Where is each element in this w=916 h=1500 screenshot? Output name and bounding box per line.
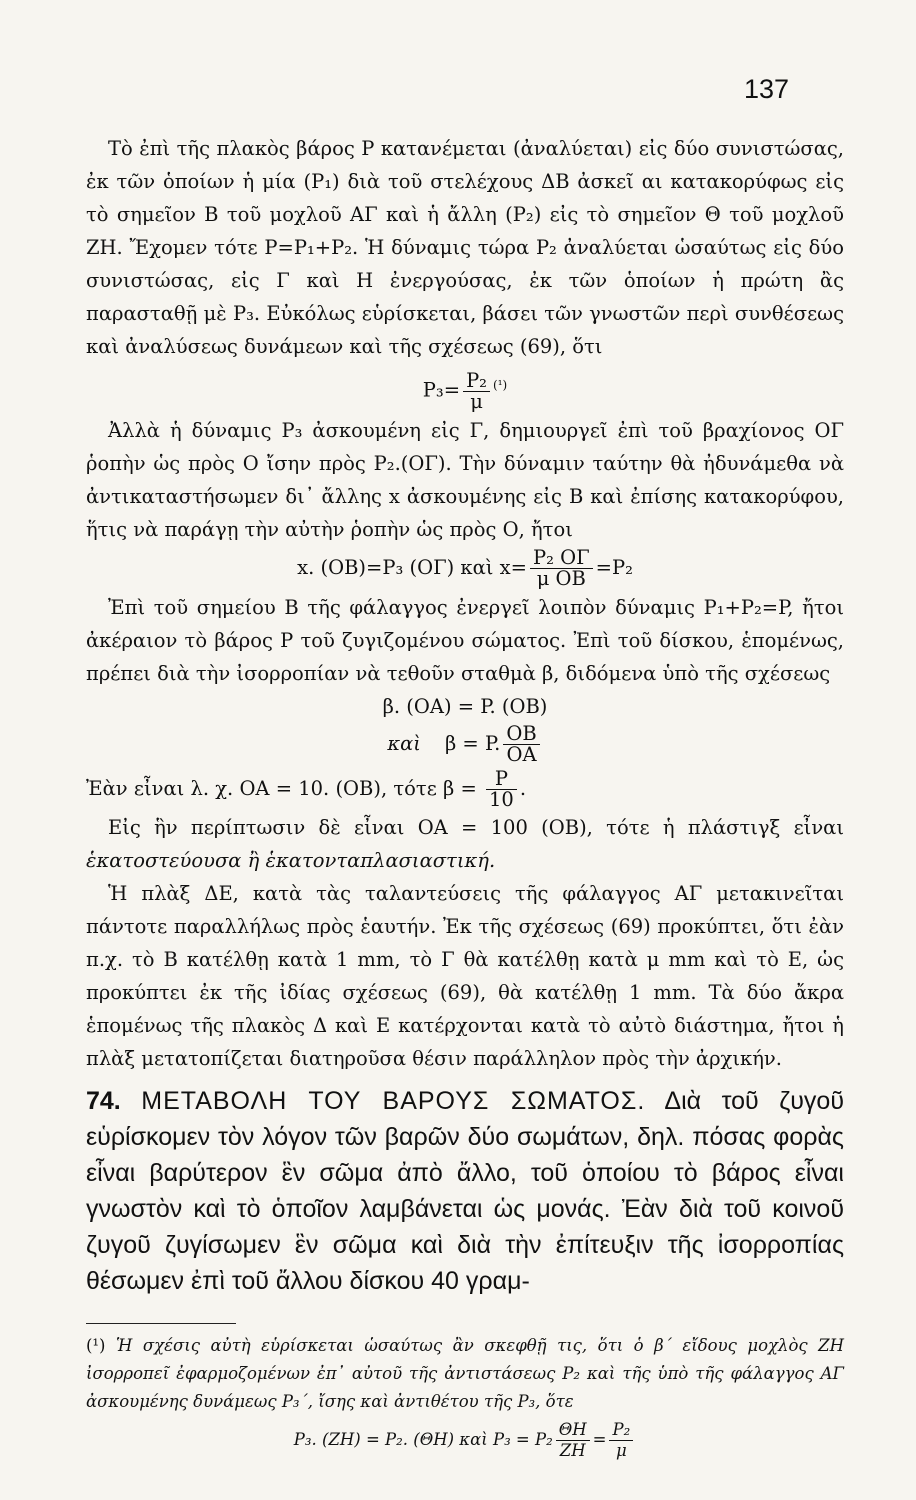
fraction-numerator: P₂ ΟΓ — [530, 548, 593, 569]
formula-p3 — [86, 365, 844, 412]
formula-p3-fraction — [463, 368, 490, 413]
formula-p3-lhs: P₃= — [422, 378, 461, 402]
paragraph-5-text: Εἰς ἣν περίπτωσιν δὲ εἶναι ΟΑ = 100 (ΟΒ), τότε ἡ πλάστιγξ εἶναι — [108, 815, 844, 839]
formula-beta — [86, 721, 844, 766]
fraction-numerator: P₂ — [463, 371, 490, 392]
section-number: 74. — [86, 1086, 121, 1115]
fraction-denominator: μ — [470, 389, 483, 413]
paragraph-4-fraction — [486, 766, 517, 811]
paragraph-5-italic: ἑκατοστεύουσα ἢ ἑκατονταπλασιαστική. — [86, 848, 496, 872]
formula-x-fraction — [530, 545, 593, 590]
section-74 — [86, 1083, 844, 1299]
fraction-denominator: ΟΑ — [506, 742, 537, 766]
footnote-fraction-1 — [556, 1420, 590, 1461]
paragraph-4: Ἐὰν εἶναι λ. χ. ΟΑ = 10. (ΟΒ), τότε β = $\frac{P}{10}$ . — [86, 766, 527, 811]
fraction-denominator: μ — [615, 1440, 627, 1460]
formula-beta-fraction — [503, 721, 539, 766]
formula-beta-lhs: β = P. — [444, 731, 501, 755]
footnote-ref: (¹) — [493, 378, 508, 392]
paragraph-5 — [86, 811, 844, 877]
footnote-formula — [86, 1420, 844, 1461]
fraction-numerator: P₂ — [609, 1420, 633, 1441]
section-title: ΜΕΤΑΒΟΛΗ ΤΟΥ ΒΑΡΟΥΣ ΣΩΜΑΤΟΣ. — [141, 1086, 646, 1115]
fraction-numerator: P — [486, 769, 517, 790]
footnote-text: Ἡ σχέσις αὐτὴ εὑρίσκεται ὡσαύτως ἂν σκεφθῇ τις, ὅτι ὁ β΄ εἴδους μοχλὸς ΖΗ ἰσορροπεῖ ἐφαρμοζομένων ἐπ᾽ αὐτοῦ τῆς ἀντιστάσεως P₂ καὶ τῆς ὑπὸ τῆς φάλαγγος ΑΓ ἀσκουμένης δυνάμεως P₃΄, ἴσης καὶ ἀντιθέτου τῆς P₃, ὅτε — [86, 1335, 844, 1411]
paragraph-2: Ἀλλὰ ἡ δύναμις P₃ ἀσκουμένη εἰς Γ, δημιουργεῖ ἐπὶ τοῦ βραχίονος ΟΓ ῥοπὴν ὡς πρὸς Ο ἴσην πρὸς P₂.(ΟΓ). Τὴν δύναμιν ταύτην θὰ ἠδυνάμεθα νὰ ἀντικαταστήσωμεν δι᾽ ἄλλης x ἀσκουμένης εἰς Β καὶ ἐπίσης κατακορύφου, ἥτις νὰ παράγῃ τὴν αὐτὴν ῥοπὴν ὡς πρὸς Ο, ἤτοι — [86, 418, 844, 541]
page-number: 137 — [744, 74, 790, 104]
footnote-formula-lhs: P₃. (ΖΗ) = P₂. (ΘΗ) καὶ P₃ = P₂ — [293, 1429, 553, 1449]
footnote-rule — [86, 1323, 236, 1324]
fraction-denominator: μ ΟΒ — [536, 566, 586, 590]
section-text: Διὰ τοῦ ζυγοῦ εὑρίσκομεν τὸν λόγον τῶν βαρῶν δύο σωμάτων, δηλ. πόσας φορὰς εἶναι βαρύτερον ἓν σῶμα ἀπὸ ἄλλο, τοῦ ὁποίου τὸ βάρος εἶναι γνωστὸν καὶ τὸ ὁποῖον λαμβάνεται ὡς μονάς. Ἐὰν διὰ τοῦ κοινοῦ ζυγοῦ ζυγίσωμεν ἓν σῶμα καὶ διὰ τὴν ἐπίτευξιν τῆς ἰσορροπίας θέσωμεν ἐπὶ τοῦ ἄλλου δίσκου 40 γραμ- — [86, 1086, 845, 1295]
page-body — [86, 132, 844, 1461]
fraction-denominator: 10 — [489, 787, 514, 811]
paragraph-3: Ἐπὶ τοῦ σημείου Β τῆς φάλαγγος ἐνεργεῖ λοιπὸν δύναμις P₁+P₂=P, ἤτοι ἀκέραιον τὸ βάρος P τοῦ ζυγιζομένου σώματος. Ἐπὶ τοῦ δίσκου, ἑπομένως, πρέπει διὰ τὴν ἰσορροπίαν νὰ τεθοῦν σταθμὰ β, διδόμενα ὑπὸ τῆς σχέσεως — [86, 595, 844, 685]
fraction-denominator: ΖΗ — [559, 1440, 586, 1460]
footnote-fraction-2 — [609, 1420, 633, 1461]
paragraph-1: Τὸ ἐπὶ τῆς πλακὸς βάρος P κατανέμεται (ἀναλύεται) εἰς δύο συνιστώσας, ἐκ τῶν ὁποίων ἡ μία (P₁) διὰ τοῦ στελέχους ΔΒ ἀσκεῖ αι κατακορύφως εἰς τὸ σημεῖον Β τοῦ μοχλοῦ ΑΓ καὶ ἡ ἄλλη (P₂) εἰς τὸ σημεῖον Θ τοῦ μοχλοῦ ΖΗ. Ἔχομεν τότε P=P₁+P₂. Ἡ δύναμις τώρα P₂ ἀναλύεται ὡσαύτως εἰς δύο συνιστώσας, εἰς Γ καὶ Η ἐνεργούσας, ἐκ τῶν ὁποίων ἡ πρώτη ἂς παρασταθῇ μὲ P₃. Εὐκόλως εὑρίσκεται, βάσει τῶν γνωστῶν περὶ συνθέσεως καὶ ἀναλύσεως δυνάμεων καὶ τῆς σχέσεως (69), ὅτι — [86, 137, 844, 358]
paragraph-4-text: Ἐὰν εἶναι λ. χ. ΟΑ = 10. (ΟΒ), τότε β = — [86, 776, 477, 800]
formula-x-rhs: =P₂ — [595, 555, 633, 579]
fraction-numerator: ΘΗ — [556, 1420, 590, 1441]
paragraph-6: Ἡ πλὰξ ΔΕ, κατὰ τὰς ταλαντεύσεις τῆς φάλαγγος ΑΓ μετακινεῖται πάντοτε παραλλήλως πρὸς ἑαυτήν. Ἐκ τῆς σχέσεως (69) προκύπτει, ὅτι ἐὰν π.χ. τὸ Β κατέλθῃ κατὰ 1 mm, τὸ Γ θὰ κατέλθῃ κατὰ μ mm καὶ τὸ Ε, ὡς προκύπτει ἐκ τῆς ἰδίας σχέσεως (69), θὰ κατέλθῃ 1 mm. Τὰ δύο ἄκρα ἑπομένως τῆς πλακὸς Δ καὶ Ε κατέρχονται κατὰ τὸ αὐτὸ διάστημα, ἤτοι ἡ πλὰξ μετατοπίζεται διατηροῦσα θέσιν παράλληλον πρὸς τὴν ἀρχικήν. — [86, 881, 844, 1070]
footnote — [86, 1332, 844, 1416]
fraction-numerator: ΟΒ — [503, 724, 539, 745]
formula-x-lhs: x. (ΟΒ)=P₃ (ΟΓ) καὶ x= — [297, 555, 527, 579]
footnote-formula-eq: = — [592, 1429, 607, 1449]
formula-beta-moment: β. (ΟΑ) = P. (ΟΒ) — [382, 694, 548, 718]
formula-x — [86, 545, 844, 590]
footnote-marker: (¹) — [86, 1335, 106, 1355]
formula-beta-pre: καὶ — [387, 731, 421, 755]
